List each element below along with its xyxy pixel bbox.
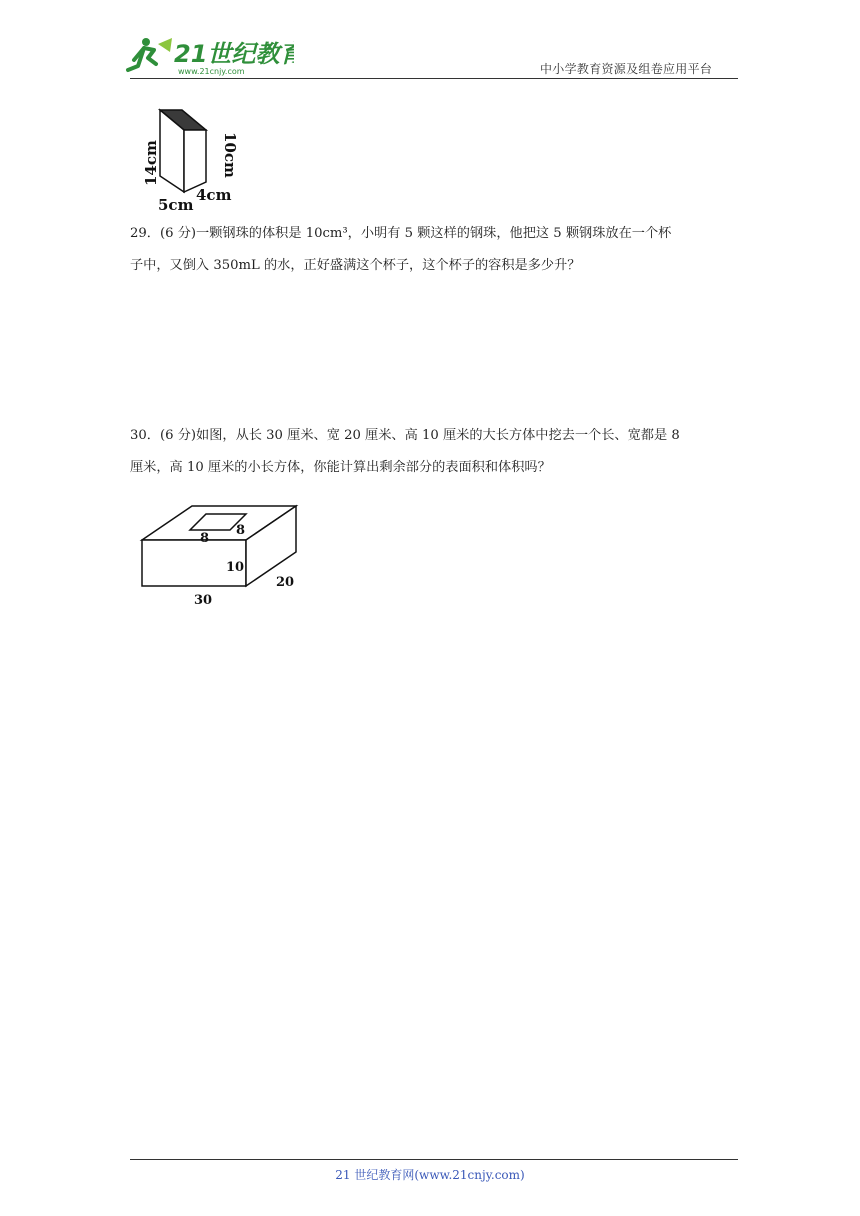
box-label-height: 10 [226, 560, 245, 575]
box-label-width: 20 [276, 575, 295, 590]
hole-label-length: 8 [200, 531, 210, 546]
question-number: 30 [130, 428, 147, 443]
footer-divider [130, 1159, 738, 1160]
prism-label-height-right: 10cm [221, 132, 239, 178]
logo-text: 21世纪教育 [174, 40, 294, 68]
logo-url: www.21cnjy.com [178, 67, 245, 76]
footer-link[interactable]: 21 世纪教育网(www.21cnjy.com) [335, 1168, 525, 1182]
question-30 [130, 420, 735, 484]
question-text: 一颗钢珠的体积是 10cm³，小明有 5 颗这样的钢珠，他把这 5 颗钢珠放在一个杯 [196, 226, 672, 241]
prism-label-height-left: 14cm [142, 140, 160, 186]
question-30-line-2: 厘米，高 10 厘米的小长方体，你能计算出剩余部分的表面积和体积吗？ [130, 460, 551, 475]
site-logo [124, 34, 294, 80]
question-29-line-2: 子中，又倒入 350mL 的水，正好盛满这个杯子，这个杯子的容积是多少升？ [130, 258, 581, 273]
question-29 [130, 218, 735, 282]
runner-logo-icon [128, 38, 172, 70]
question-number: 29 [130, 226, 147, 241]
question-29-line-1: 29．(6 分)一颗钢珠的体积是 10cm³，小明有 5 颗这样的钢珠，他把这 5 颗钢珠放在一个杯 [130, 226, 672, 241]
prism-label-base-width: 5cm [158, 196, 194, 214]
prism-label-base-depth: 4cm [196, 186, 232, 204]
hole-label-width: 8 [236, 523, 246, 538]
question-text: 如图，从长 30 厘米、宽 20 厘米、高 10 厘米的大长方体中挖去一个长、宽都是 8 [196, 428, 680, 443]
box-with-hole-figure [136, 500, 306, 614]
question-30-line-1: 30．(6 分)如图，从长 30 厘米、宽 20 厘米、高 10 厘米的大长方体中挖去一个长、宽都是 8 [130, 428, 680, 443]
platform-title: 中小学教育资源及组卷应用平台 [540, 62, 713, 76]
question-score: (6 分) [159, 428, 197, 443]
prism-figure [136, 106, 246, 218]
header-divider [130, 78, 738, 79]
prism-side-face [184, 130, 206, 192]
question-score: (6 分) [159, 226, 197, 241]
box-label-length: 30 [194, 593, 213, 608]
